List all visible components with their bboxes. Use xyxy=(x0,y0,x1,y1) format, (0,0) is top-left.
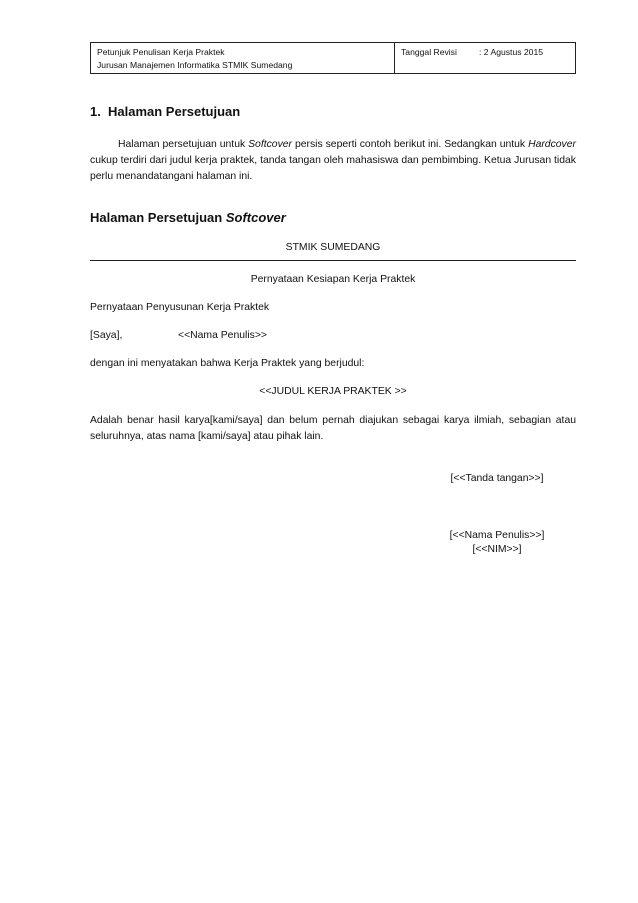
document-header xyxy=(90,42,576,74)
intro-paragraph xyxy=(90,137,576,185)
intro-text-2: persis seperti contoh berikut ini. Sedangkan untuk xyxy=(292,139,529,150)
signer-name: [<<Nama Penulis>>] xyxy=(449,530,545,541)
intro-text-3: cukup terdiri dari judul kerja praktek, tanda tangan oleh mahasiswa dan pembimbing. Ketua Jurusan tidak perlu menandatangani halaman ini. xyxy=(90,155,576,182)
institution-name: STMIK SUMEDANG xyxy=(285,242,381,253)
saya-label: [Saya], xyxy=(90,330,123,341)
revision-value: : 2 Agustus 2015 xyxy=(479,47,544,57)
intro-softcover: Softcover xyxy=(248,139,293,150)
section-title-text: Halaman Persetujuan xyxy=(108,104,241,119)
statement-title: Pernyataan Kesiapan Kerja Praktek xyxy=(250,274,416,285)
intro-text-1: Halaman persetujuan untuk xyxy=(118,139,249,150)
statement-heading: Pernyataan Penyusunan Kerja Praktek xyxy=(90,302,270,313)
horizontal-rule xyxy=(90,260,576,261)
signature-placeholder: [<<Tanda tangan>>] xyxy=(450,473,544,484)
header-left-cell xyxy=(91,43,395,73)
author-placeholder: <<Nama Penulis>> xyxy=(178,330,267,341)
section-number: 1. xyxy=(90,104,101,119)
subsection-title xyxy=(90,210,286,225)
closing-paragraph: Adalah benar hasil karya[kami/saya] dan belum pernah diajukan sebagai karya ilmiah, sebagian atau seluruhnya, atas nama [kami/saya] atau pihak lain. xyxy=(90,415,576,442)
header-right-cell xyxy=(395,43,575,73)
author-row xyxy=(90,330,267,341)
guide-title: Petunjuk Penulisan Kerja Praktek xyxy=(97,47,225,57)
subsection-title-italic: Softcover xyxy=(225,210,286,225)
intro-hardcover: Hardcover xyxy=(528,139,576,150)
section-title xyxy=(90,104,240,119)
signer-nim: [<<NIM>>] xyxy=(472,544,522,555)
subsection-title-plain: Halaman Persetujuan xyxy=(90,210,226,225)
department-name: Jurusan Manajemen Informatika STMIK Sumedang xyxy=(97,60,293,70)
declaration-line: dengan ini menyatakan bahwa Kerja Praktek yang berjudul: xyxy=(90,358,365,369)
revision-label: Tanggal Revisi xyxy=(401,47,457,57)
title-placeholder: <<JUDUL KERJA PRAKTEK >> xyxy=(259,386,407,397)
